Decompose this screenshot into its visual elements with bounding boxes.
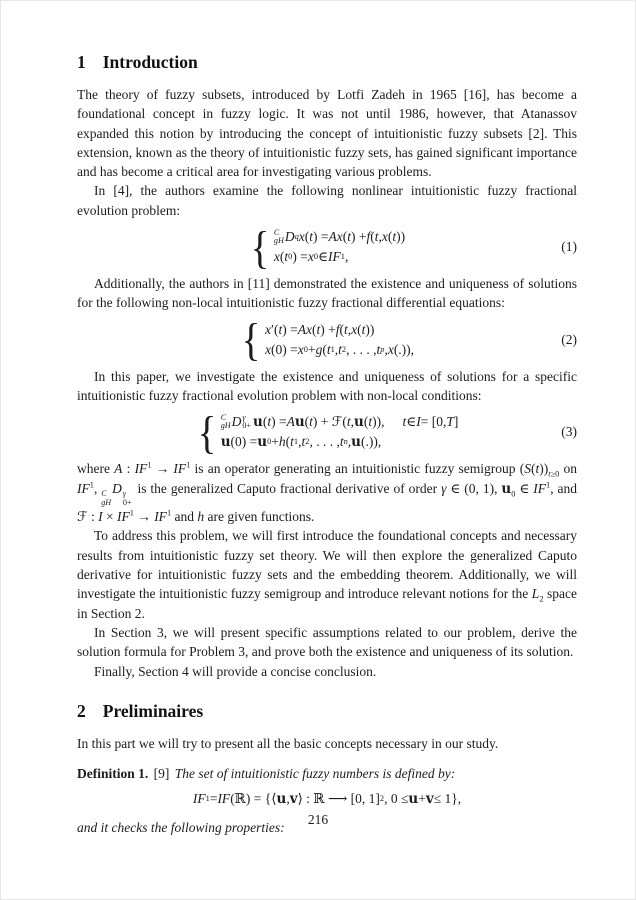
cases-brace-icon: { (250, 221, 270, 273)
equation-1-tag: (1) (561, 239, 577, 255)
equation-1-cases (249, 221, 406, 273)
section-1-number: 1 (77, 52, 86, 72)
paragraph-intro-1: The theory of fuzzy subsets, introduced by Lotfi Zadeh in 1965 [16], has become a foundational concept in fuzzy logic. It was not until 1986, however, that Atanassov expanded this notion by introducing the concept of intuitionistic fuzzy subsets [2]. This extension, known as the theory of intuitionistic fuzzy sets, has gained significant importance and has become a critical area for investigating various problems. (77, 87, 577, 180)
equation-1-line-2: x ( t 0 ) = x 0 ∈ IF 1 , (273, 249, 349, 265)
equation-2-line-2: x (0) = x 0 + g ( t 1 , t 2 , . . . , t p , x (.)), (265, 341, 415, 357)
section-1-title: Introduction (102, 52, 198, 72)
section-2-heading (77, 701, 577, 722)
equation-3 (77, 406, 577, 458)
paragraph-intro-4: In this paper, we investigate the existence and uniqueness of solutions for a specific intuitionistic fuzzy fractional evolution problem with non-local conditions: (77, 368, 577, 403)
paragraph-prelim-2: and it checks the following properties: (77, 820, 285, 836)
section-2-title: Preliminaires (102, 700, 204, 721)
equation-3-tag: (3) (561, 424, 577, 440)
cases-brace-icon: { (241, 314, 261, 366)
paragraph-intro-5: where A : $IF^1 \to IF^1$ is an operator generating an intuitionistic fuzzy semigroup $(S(t))_{t\ge 0}$ on $IF^1$, C gH D γ 0+ is the generalized Caputo fractional derivative of order γ ∈ (0, 1), $u_0$ ∈ $IF^1$, and ℱ : $I \times IF^1 \to IF^1$ and h are given functions. (77, 460, 578, 525)
equation-2-tag: (2) (561, 331, 577, 347)
page-number: 216 (307, 812, 329, 827)
paragraph-prelim-1: In this part we will try to present all the basic concepts necessary in our study. (77, 735, 499, 751)
equation-2-cases (240, 314, 415, 366)
definition-1-label: Definition 1. (77, 766, 149, 782)
paragraph-intro-8: Finally, Section 4 will provide a concise conclusion. (94, 663, 377, 679)
equation-1-line-1: C gH D q x ( t ) = Ax ( t ) + f ( t , x ( t )) (273, 227, 406, 246)
section-1-heading (77, 52, 577, 73)
paragraph-intro-6: To address this problem, we will first introduce the foundational concepts and necessary results from intuitionistic fuzzy set theory. We will then explore the generalized Caputo derivative for intuitionistic fuzzy sets and the embedding theorem. Additionally, we will investigate the intuitionistic fuzzy semigroup and introduce relevant notions for the $L_2$ space in Section 2. (77, 528, 577, 621)
equation-3-cases (196, 406, 459, 458)
definition-1-citation: [9] (153, 766, 170, 782)
equation-3-line-2: u (0) = u 0 + h ( t 1 , t 2 , . . . , t n , u (.)), (220, 434, 382, 451)
equation-2-line-1: x ′( t ) = Ax ( t ) + f ( t , x ( t )) (265, 321, 375, 337)
equation-3-line-1: C gH D γ 0+ u ( t ) = A u ( t ) + ℱ( t , u ( t )), t ∈ I = [0, T ] (220, 412, 459, 431)
section-2-number: 2 (77, 700, 86, 721)
equation-2 (77, 314, 577, 366)
cases-brace-icon: { (197, 406, 217, 458)
definition-1-text: The set of intuitionistic fuzzy numbers is defined by: (174, 766, 456, 782)
paragraph-intro-2: In [4], the authors examine the following nonlinear intuitionistic fuzzy fractional evolution problem: (77, 183, 577, 218)
paragraph-intro-3: Additionally, the authors in [11] demonstrated the existence and uniqueness of solutions for the following non-local intuitionistic fuzzy fractional differential equations: (77, 276, 577, 311)
definition-1 (77, 764, 577, 783)
equation-1 (77, 221, 577, 273)
paragraph-intro-7: In Section 3, we will present specific assumptions related to our problem, derive the solution formula for Problem 3, and prove both the existence and uniqueness of its solution. (77, 624, 577, 660)
definition-1-equation: IF 1 = IF (ℝ) = {⟨ u , v ⟩ : ℝ ⟶ [0, 1] 2 , 0 ≤ u + v ≤ 1}, (192, 791, 462, 808)
